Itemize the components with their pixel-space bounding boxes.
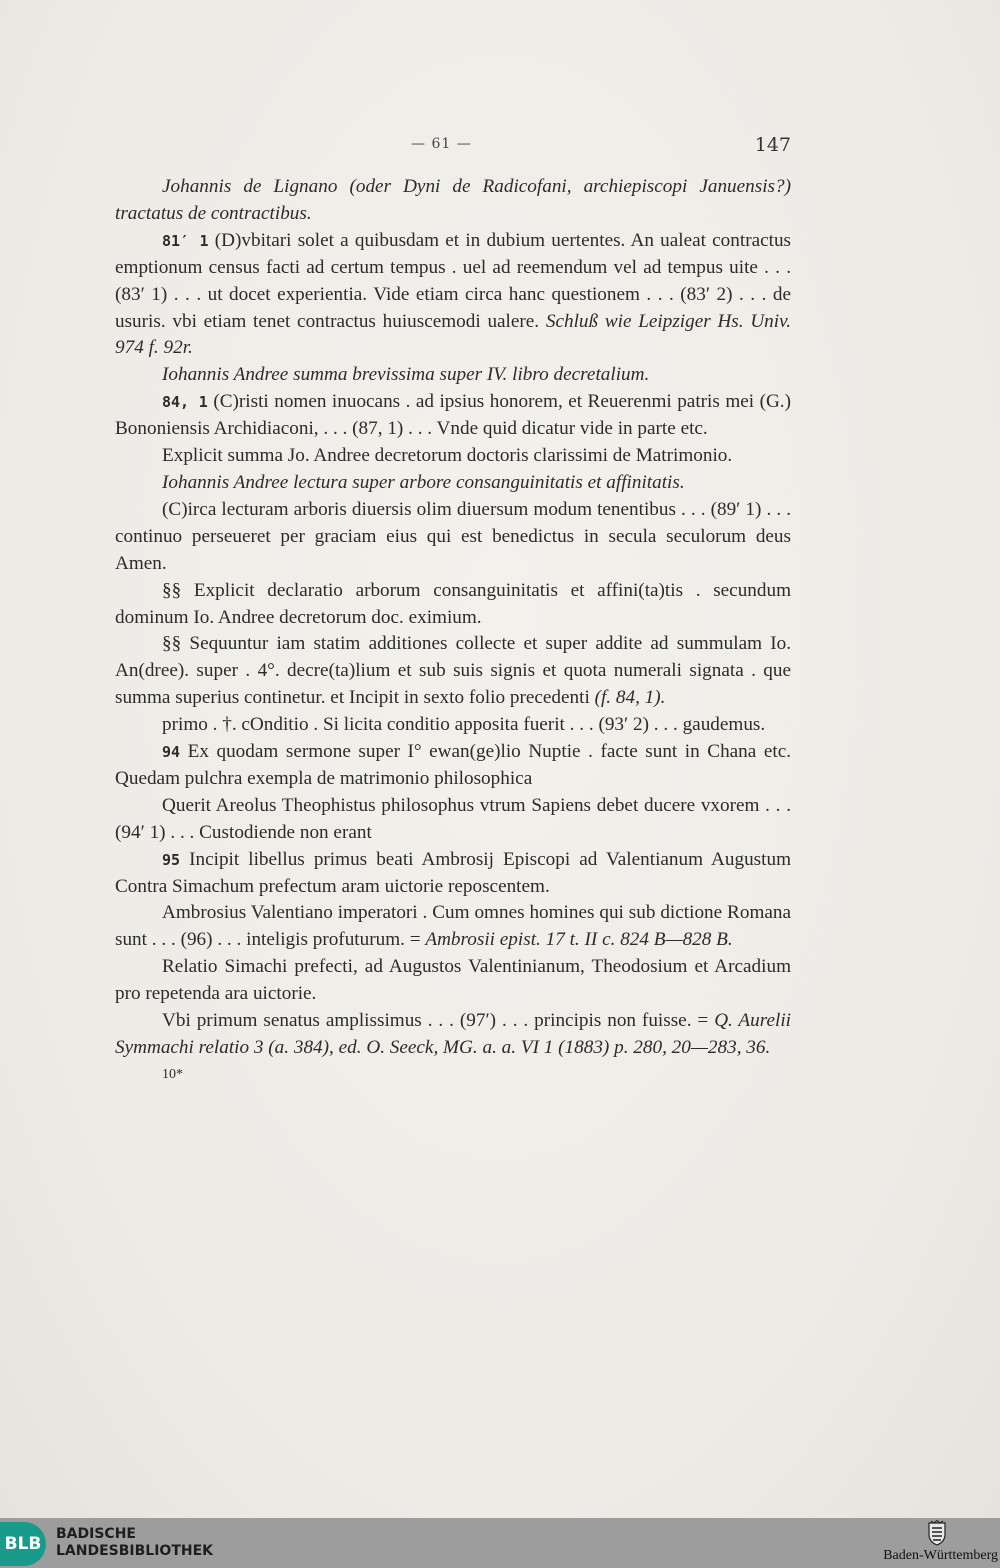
heading-lectura-arbore: Iohannis Andree lectura super arbore consanguinitatis et affinitatis. [162, 471, 685, 493]
entry-94: 94 Ex quodam sermone super I° ewan(ge)lio Nuptie . facte sunt in Chana etc. Quedam pulchra exempla de matrimonio philosophica [115, 741, 792, 789]
primo-conditio: primo . †. cOnditio . Si licita conditio apposita fuerit . . . (93′ 2) . . . gaudemus. [162, 714, 766, 736]
blb-logo[interactable]: BLB [0, 1522, 46, 1566]
library-name[interactable]: BADISCHE LANDESBIBLIOTHEK [56, 1526, 214, 1559]
entry-95: 95 Incipit libellus primus beati Ambrosij Episcopi ad Valentianum Augustum Contra Simachum prefectum aram uictorie reposcentem. [115, 848, 791, 897]
heading-johannis-de-lignano: Johannis de Lignano (oder Dyni de Radicofani, archiepiscopi Januensis?) tractatus de contractibus. [115, 176, 791, 224]
entry-81: 81′ 1 (D)vbitari solet a quibusdam et in dubium uertentes. An ualeat contractus emptionum census facti ad certum tempus . uel ad reemendum vel ad tempus uite . . . (83′ 1) . . . ut docet experientia. Vide etiam circa hanc questionem . . . (83′ 2) . . . de usuris. vbi etiam tenet contractus huiuscemodi ualere. Schluß wie Leipziger Hs. Univ. 974 f. 92r. [115, 229, 792, 359]
coat-of-arms-icon [927, 1520, 947, 1546]
page-number: 147 [754, 134, 791, 156]
querit-areolus: Querit Areolus Theophistus philosophus vtrum Sapiens debet ducere vxorem . . . (94′ 1) . . . Custodiende non erant [115, 794, 791, 843]
signature-mark: 10* [162, 1066, 183, 1082]
folio-number: — 61 — [411, 136, 472, 152]
heading-summa-brevissima: Iohannis Andree summa brevissima super IV. libro decretalium. [162, 364, 650, 386]
explicit-summa: Explicit summa Jo. Andree decretorum doctoris clarissimi de Matrimonio. [162, 445, 733, 467]
incipit-circa-lecturam: (C)irca lecturam arboris diuersis olim diuersum modum tenentibus . . . (89′ 1) . . . continuo perseueret per graciam eius qui est benedictus in secula seculorum deus Amen. [115, 498, 791, 574]
body-text [115, 174, 791, 1089]
state-name: Baden-Württemberg [883, 1548, 998, 1563]
footer-bar [0, 1518, 1000, 1568]
running-header [115, 134, 791, 160]
explicit-declaratio: §§ Explicit declaratio arborum consanguinitatis et affini(ta)tis . secundum dominum Io. Andree decretorum doc. eximium. [115, 579, 791, 628]
vbi-primum: Vbi primum senatus amplissimus . . . (97′) . . . principis non fuisse. = Q. Aurelii Symmachi relatio 3 (a. 384), ed. O. Seeck, MG. a. a. VI 1 (1883) p. 280, 20—283, 36. [115, 1010, 792, 1058]
relatio-simachi: Relatio Simachi prefecti, ad Augustos Valentinianum, Theodosium et Arcadium pro repetenda ara uictorie. [115, 956, 791, 1005]
sequuntur-additiones: §§ Sequuntur iam statim additiones collecte et super addite ad summulam Io. An(dree). super . 4°. decre(ta)lium et sub suis signis et quota numerali signata . que summa superius continetur. et Incipit in sexto folio precedenti (f. 84, 1). [115, 633, 791, 709]
ambrosius-valentiano: Ambrosius Valentiano imperatori . Cum omnes homines qui sub dictione Romana sunt . . . (96) . . . inteligis profuturum. = Ambrosii epist. 17 t. II c. 824 B—828 B. [115, 902, 791, 951]
entry-84: 84, 1 (C)risti nomen inuocans . ad ipsius honorem, et Reuerenmi patris mei (G.) Bononiensis Archidiaconi, . . . (87, 1) . . . Vnde quid dicatur vide in parte etc. [115, 391, 791, 440]
